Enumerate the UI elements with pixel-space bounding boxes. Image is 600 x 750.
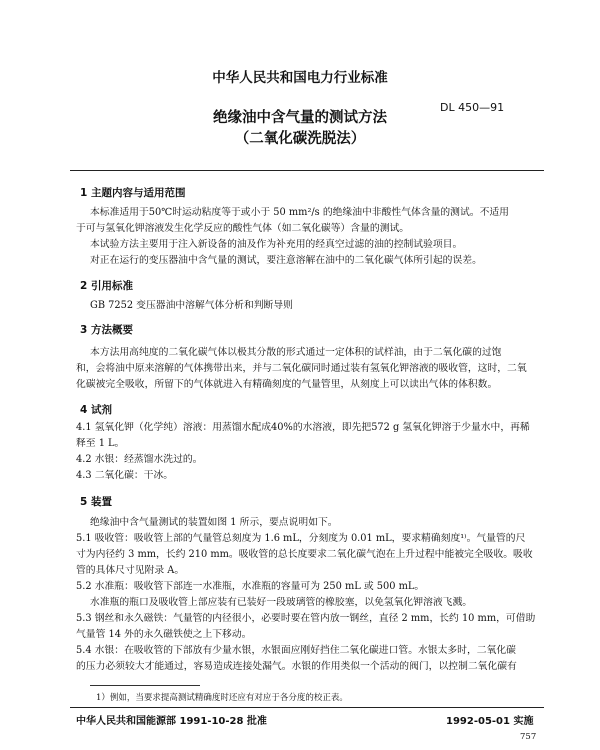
section-2-para: GB 7252 变压器油中溶解气体分析和判断导则 — [90, 300, 293, 311]
section-4-heading: 4 试剂 — [80, 404, 112, 416]
footer-rule — [70, 707, 544, 708]
section-3-line-3: 化碳被完全吸收，所留下的气体就进入有精确刻度的气量管里，从刻度上可以读出气体的体积数。 — [76, 379, 498, 390]
section-5-item-4: 5.4 水银：在吸收管的下部放有少量水银，水银面应刚好挡住二氧化碳进口管。水银太多时，二氧化碳 — [76, 645, 516, 656]
section-5-item-2: 5.2 水准瓶：吸收管下部连一水准瓶，水准瓶的容量可为 250 mL 或 500 mL。 — [76, 581, 425, 592]
approval-date: 中华人民共和国能源部 1991-10-28 批准 — [76, 716, 267, 727]
standard-org-header: 中华人民共和国电力行业标准 — [212, 70, 388, 86]
title-divider — [70, 170, 544, 171]
section-5-item-1-cont-1: 寸为内径约 3 mm，长约 210 mm。吸收管的总长度要求二氧化碳气泡在上升过程中能被完全吸收。吸收 — [76, 549, 533, 560]
section-3-heading: 3 方法概要 — [80, 324, 133, 336]
section-1-para-2: 本试验方法主要用于注入新设备的油及作为补充用的经真空过滤的油的控制试验项目。 — [90, 239, 463, 250]
footnote: 1）例如，当要求提高测试精确度时还应有对应于各分度的校正表。 — [96, 693, 348, 703]
section-5-item-3: 5.3 钢丝和永久磁铁：气量管的内径很小，必要时要在管内放一钢丝，直径 2 mm，长约 10 mm，可借助 — [76, 613, 536, 624]
standard-code: DL 450—91 — [440, 101, 505, 114]
section-5-item-4-cont: 的压力必须较大才能通过，容易造成连接处漏气。水银的作用类似一个活动的阀门，以控制二氧化碳有 — [76, 661, 517, 672]
section-1-para-1: 本标准适用于50℃时运动粘度等于或小于 50 mm²/s 的绝缘油中非酸性气体含量的测试。不适用 — [90, 207, 509, 218]
effective-date: 1992-05-01 实施 — [446, 716, 534, 727]
section-5-item-3-cont: 气量管 14 外的永久磁铁使之上下移动。 — [76, 629, 252, 640]
section-3-line-1: 本方法用高纯度的二氧化碳气体以极其分散的形式通过一定体积的试样油，由于二氧化碳的过饱 — [90, 347, 502, 358]
footnote-rule — [90, 685, 200, 686]
section-5-item-1: 5.1 吸收管：吸收管上部的气量管总刻度为 1.6 mL，分刻度为 0.01 mL，要求精确刻度¹⁾。气量管的尺 — [76, 533, 526, 544]
section-3-line-2: 和，会将油中原来溶解的气体携带出来，并与二氧化碳同时通过装有氢氧化钾溶液的吸收管，这时，二氧 — [76, 363, 527, 374]
section-5-item-2-cont: 水准瓶的瓶口及吸收管上部应装有已装好一段玻璃管的橡胶塞，以免氢氧化钾溶液飞溅。 — [90, 597, 473, 608]
section-5-intro: 绝缘油中含气量测试的装置如图 1 所示，要点说明如下。 — [90, 517, 338, 528]
section-4-item-3: 4.3 二氧化碳：干冰。 — [76, 470, 174, 481]
document-title: 绝缘油中含气量的测试方法 — [213, 110, 387, 126]
section-1-para-3: 对正在运行的变压器油中含气量的测试，要注意溶解在油中的二氧化碳气体所引起的误差。 — [90, 255, 482, 266]
section-5-item-1-cont-2: 管的具体尺寸见附录 A。 — [76, 565, 185, 576]
section-2-heading: 2 引用标准 — [80, 280, 133, 292]
section-5-heading: 5 装置 — [80, 496, 112, 508]
section-4-item-1-cont: 释至 1 L。 — [76, 438, 125, 449]
section-1-heading: 1 主题内容与适用范围 — [80, 187, 186, 199]
document-subtitle: （二氧化碳洗脱法） — [234, 131, 366, 147]
section-4-item-1: 4.1 氢氧化钾（化学纯）溶液：用蒸馏水配成40%的水溶液，即先把572 g 氢氧化钾溶于少量水中，再稀 — [76, 422, 530, 433]
page-number: 757 — [520, 732, 537, 742]
section-1-para-1-cont: 于可与氢氧化钾溶液发生化学反应的酸性气体（如二氧化碳等）含量的测试。 — [76, 223, 410, 234]
section-4-item-2: 4.2 水银：经蒸馏水洗过的。 — [76, 454, 203, 465]
